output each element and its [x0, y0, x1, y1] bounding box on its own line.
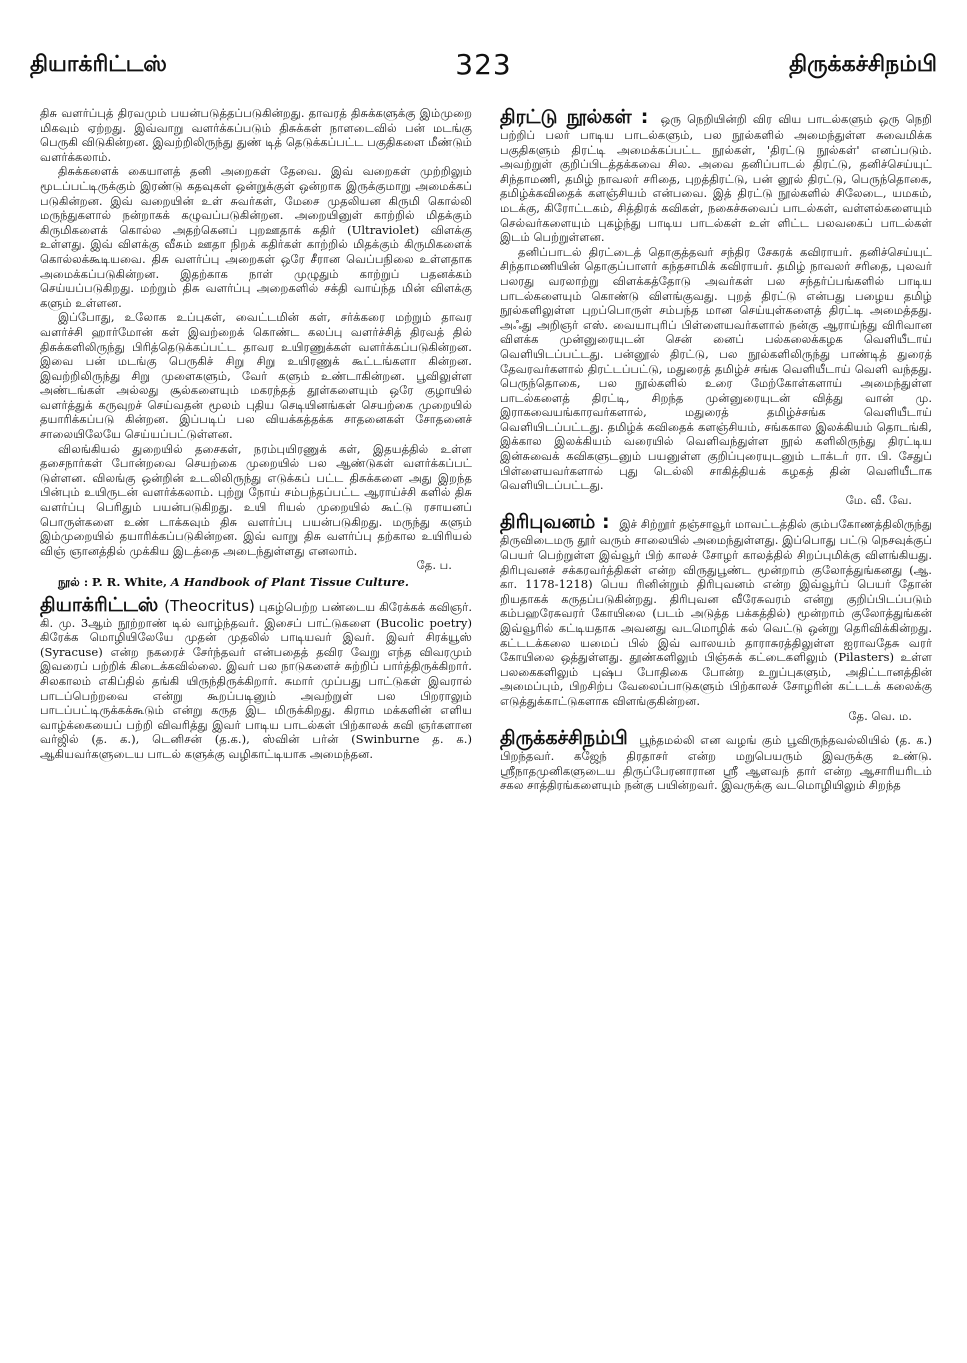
entry-thirattu-noolgal — [500, 106, 932, 507]
entry-thirukkachinambi — [500, 727, 932, 793]
author-signature: தே. வெ. ம. — [848, 708, 912, 723]
entry-title: திருக்கச்சிநம்பி — [500, 727, 628, 750]
entry-text: பூந்தமல்லி என வழங் கும் பூவிருந்தவல்லியில் (த. க.) பிறந்தவர். கஜேந் திரதாசர் என்ற மறுபெயரும் இவருக்கு உண்டு. ஸ்ரீநாதமுனிகளுடைய திருப்பேரனாரான ஸ்ரீ ஆளவந் தார் என்ற ஆசாரியரிடம் சகல சாத்திரங்களையும் நன்கு பயின்றவர். இவருக்கு வடமொழியிலும் சிறந்த — [500, 733, 932, 793]
paragraph: தனிப்பாடல் திரட்டைத் தொகுத்தவர் சந்திர சேகரக் கவிராயர். தனிச்செய்யுட் சிந்தாமணியின் தொகுப்பாளர் கந்தசாமிக் கவிராயர். தமிழ் நாவலர் சரிதை, புலவர் பலரது வரலாற்று விளக்கத்தோடு அவர்கள் பல சந்தர்ப்பங்களில் பாடிய பாடல்களையும் கொண்டு விளங்குவது. புறத் திரட்டு என்பது பழைய தமிழ் நூல்களிலுள்ள புறப்பொருள் சம்பந்த மான செய்யுள்களைத் திரட்டி அமைத்தது. அஃது அறிஞர் எஸ். வையாபுரிப் பிள்ளையவர்களால் நன்கு ஆராய்ந்து விரிவான விளக்க முன்னுரையுடன் சென் னைப் பல்கலைக்கழக வெளியீடாய் வெளியிடப்பட்டது. பன்னூல் திரட்டு, பல நூல்களிலிருந்து பாண்டித் துரைத் தேவரவர்களால் திரட்டப்பட்டு, மதுரைத் தமிழ்ச் சங்க வெளியீடாய் வெளி வந்தது. பெருந்தொகை, பல நூல்களில் உரை மேற்கோள்களாய் அமைந்துள்ள பாடல்களைத் திரட்டி, சிறந்த முன்னுரையுடன் வித்து வான் மு. இராகவையங்காரவர்களால், மதுரைத் தமிழ்ச்சங்க வெளியீடாய் வெளியிடப்பட்டது. தமிழ்க் கவிதைக் களஞ்சியம், சங்ககால இலக்கியம் தொடங்கி, இக்கால இலக்கியம் வரையில் வெளிவந்துள்ள நூல் களிலிருந்து திரட்டிய இன்சுவைக் கவிகளுடனும் பயனுள்ள குறிப்புரையுடனும் டாக்டர் ரா. பி. சேதுப் பிள்ளையவர்களால் புது டெல்லி சாகித்தியக் கழகத் தின் வெளியீடாக வெளியிடப்பட்டது. — [500, 244, 932, 493]
running-head-left: தியாக்ரிட்டஸ் — [30, 52, 167, 77]
entry-title: திரட்டு நூல்கள் : — [500, 106, 649, 128]
author-signature: மே. வீ. வே. — [845, 492, 912, 507]
paragraph: திசு வளர்ப்புத் திரவமும் பயன்படுத்தப்படுகின்றது. தாவரத் திசுக்களுக்கு இம்முறை மிகவும் ஏற்றது. இவ்வாறு வளர்க்கப்படும் திசுக்கள் நாளடைவில் பன் மடங்கு பெருகி விடுகின்றன. இவற்றிலிருந்து துண் டித் தெடுக்கப்பட்ட பகுதிகளை மீண்டும் வளர்க்கலாம். — [40, 106, 472, 164]
entry-latin-name: (Theocritus) — [164, 596, 255, 615]
reference-book-title: A Handbook of Plant Tissue Culture. — [170, 575, 409, 589]
entry-text: இச் சிற்றூர் தஞ்சாவூர் மாவட்டத்தில் கும்பகோணத்திலிருந்து திருவிடைமரு தூர் வரும் சாலையில் அமைந்துள்ளது. இப்பொது பட்டு நெசவுக்குப் பெயர் பெற்றுள்ள இவ்வூர் பிற் காலச் சோழர் காலத்தில் சிறப்புமிக்கு விளங்கியது. திரிபுவனச் சக்கரவர்த்திகள் என்ற விருதுபூண்ட மூன்றாம் குலோத்துங்கனது (ஆ. கா. 1178-1218) பெய ரினின்றும் திரிபுவனம் என்ற இவ்வூர்ப் பெயர் தோன் றியதாகக் கருதப்படுகின்றது. திரிபுவன வீரேசுவரம் என்று குறிப்பிடப்படும் கம்பஹரேசுவரர் கோயிலை (படம் அடுத்த பக்கத்தில்) மூன்றாம் குலோத்துங்கன் இவ்வூரில் கட்டியதாக அவனது வடமொழிக் கல் வெட்டு ஒன்று தெரிவிக்கின்றது. கட்டடக்கலை யமைப் பில் இவ் வாலயம் தாராசுரத்திலுள்ள ஐராவதேசு வரர் கோயிலை ஒத்துள்ளது. தூண்களிலும் பிஞ்சுக் கட்டைகளிலும் (Pilasters) உள்ள பலகைகளிலும் புஷ்ப போதிகை போன்ற உறுப்புகளும், அதிட்டானத்தின் அமைப்பும், பிறசிற்ப வேலைப்பாடுகளும் பிற்காலச் சோழரின் கட்டடக் கலைக்கு எடுத்துக்காட்டுகளாக விளங்குகின்றன. — [500, 517, 932, 708]
entry-theocritus — [40, 594, 472, 762]
page-header — [30, 48, 937, 88]
entry-text: ஒரு நெறியின்றி விர விய பாடல்களும் ஒரு நெறி பற்றிப் பலர் பாடிய பாடல்களும், பல நூல்களில் அமைந்துள்ள சுவைமிக்க பகுதிகளும் திரட்டி அமைக்கப்பட்ட நூல்கள், 'திரட்டு நூல்கள்' எனப்படும். அவற்றுள் குறிப்பிடத்தக்கவை சில. அவை தனிப்பாடல் திரட்டு, தனிச்செய்யுட் சிந்தாமணி, தமிழ் நாவலர் சரிதை, புறத்திரட்டு, பன் னூல் திரட்டு, பெருந்தொகை, தமிழ்க்கவிதைக் களஞ்சியம் என்பவை. இத் திரட்டு நூல்களில் சிலேடை, யமகம், மடக்கு, கிரோட்டகம், சித்திரக் கவிகள், நகைச்சுவைப் பாடல்கள், வள்ளல்களையும் செல்வர்களையும் புகழ்ந்து பாடிய பாடல்கள் உள் ளிட்ட பலவகைப் பாடல்கள் இடம் பெற்றுள்ளன. — [500, 112, 932, 245]
running-head-right: திருக்கச்சிநம்பி — [789, 52, 937, 77]
entry-text: புகழ்பெற்ற பண்டைய கிரேக்கக் கவிஞர். கி. மு. 3ஆம் நூற்றாண் டில் வாழ்ந்தவர். இசைப் பாட்டுகளை (Bucolic poetry) கிரேக்க மொழியிலேயே முதன் முதலில் பாடியவர் இவர். இவர் சிரக்யூஸ் (Syracuse) என்ற நகரைச் சேர்ந்தவர் என்பதைத் தவிர வேறு எந்த விவரமும் இவரைப் பற்றிக் கிடைக்கவில்லை. இவர் பல நாடுகளைச் சுற்றிப் பார்த்திருக்கிறார். சிலகாலம் எகிப்தில் தங்கி யிருந்திருக்கிறார். சுமார் முப்பது பாட்டுகள் இவரால் பாடப்பெற்றவை என்று கூறப்படினும் அவற்றுள் பல பிறராலும் பாடப்பட்டிருக்கக்கூடும் என்று கருத இட மிருக்கிறது. கிராம மக்களின் எளிய வாழ்க்கையைப் பற்றி விவரித்து இவர் பாடிய பாடல்கள் பிற்காலக் கவி ஞர்களான வர்ஜில் (த. க.), டெனிசன் (த.க.), ஸ்வின் பர்ன் (Swinburne த. க.) ஆகியவர்களுடைய பாடல் களுக்கு வழிகாட்டியாக அமைந்தன. — [40, 599, 472, 761]
entry-title: தியாக்ரிட்டஸ் — [40, 593, 159, 616]
bibliography-reference — [40, 575, 472, 590]
entry-thiribuvanam — [500, 511, 932, 723]
entry-title: திரிபுவனம் : — [500, 511, 610, 534]
left-column — [40, 106, 472, 1344]
right-column — [500, 106, 932, 1344]
author-signature: தே. ப. — [416, 558, 452, 573]
reference-label: நூல் : — [58, 575, 89, 589]
reference-author: P. R. White, — [91, 575, 168, 589]
page-number: 323 — [455, 48, 512, 81]
paragraph: திசுக்களைக் கையாளத் தனி அறைகள் தேவை. இவ் வறைகள் முற்றிலும் மூடப்பட்டிருக்கும் இரண்டு கதவுகள் ஒன்றுக்குள் ஒன்றாக இருக்குமாறு அமைக்கப் படுகின்றன. இவ் வறையின் உள் சுவர்கள், மேசை முதலியன கிருமி கொல்லி மருந்துகளால் நன்றாகக் கழுவப்படுகின்றன. அறையினுள் காற்றில் மிதக்கும் கிருமிகளைக் கொல்ல அதற்கெனப் புறஊதாக் கதிர் (Ultraviolet) விளக்கு உள்ளது. இவ் விளக்கு வீசும் ஊதா நிறக் கதிர்கள் காற்றில் மிதக்கும் கிருமிகளைக் கொல்லக்கூடியவை. திசு வளர்ப்பு அறைகள் ஒரே சீரான வெப்பநிலை உள்ளதாக அமைக்கப்படுகின்றன. இதற்காக நாள் முழுதும் காற்றுப் பதனக்கம் செய்யப்படுகிறது. மற்றும் திசு வளர்ப்பு அறைகளில் சக்தி வாய்ந்த மின் விளக்கு களும் உள்ளன. — [40, 164, 472, 310]
paragraph: விலங்கியல் துறையில் தசைகள், நரம்புயிரணுக் கள், இதயத்தில் உள்ள தசைநார்கள் போன்றவை செயற்கை முறையில் பல ஆண்டுகள் வளர்க்கப்பட் டுள்ளன. விலங்கு ஒன்றின் உடலிலிருந்து எடுக்கப் பட்ட திசுக்களை அது இறந்த பின்பும் உயிருடன் வளர்க்கலாம். புற்று நோய் சம்பந்தப்பட்ட ஆராய்ச்சி களில் திசு வளர்ப்பு பெரிதும் பயன்படுகிறது. உயி ரியல் முறையில் கூட்டு ரசாயனப் பொருள்களை உண் டாக்கவும் திசு வளர்ப்பு பயன்படுகிறது. மருந்து களும் இம்முறையில் தயாரிக்கப்படுகின்றன. இவ் வாறு திசு வளர்ப்பு தற்கால உயிரியல் விஞ் ஞானத்தில் முக்கிய இடத்தை அடைந்துள்ளது எனலாம். — [40, 441, 472, 558]
paragraph: இப்போது, உலோக உப்புகள், வைட்டமின் கள், சர்க்கரை மற்றும் தாவர வளர்ச்சி ஹார்மோன் கள் இவற்றைக் கொண்ட கலப்பு வளர்ச்சித் திரவத் தில் திசுக்களிலிருந்து பிரித்தெடுக்கப்பட்ட தாவர உயிரணுக்கள் வளர்க்கப்படுகின்றன. இவை பன் மடங்கு பெருகிச் சிறு சிறு உயிரணுக் கூட்டங்களா கின்றன. இவற்றிலிருந்து சிறு முளைகளும், வேர் களும் உண்டாகின்றன. பூவிலுள்ள அண்டங்கள் அல்லது சூல்களையும் மகரந்தத் தூள்களையும் ஒரே குழாயில் வளர்த்துக் கருவுறச் செய்வதன் மூலம் புதிய செடியினங்கள் செயற்கை முறையில் தயாரிக்கப்படு கின்றன. இப்படிப் பல வியக்கத்தக்க சாதனைகள் சோதனைச் சாலையிலேயே செய்யப்பட்டுள்ளன. — [40, 310, 472, 442]
